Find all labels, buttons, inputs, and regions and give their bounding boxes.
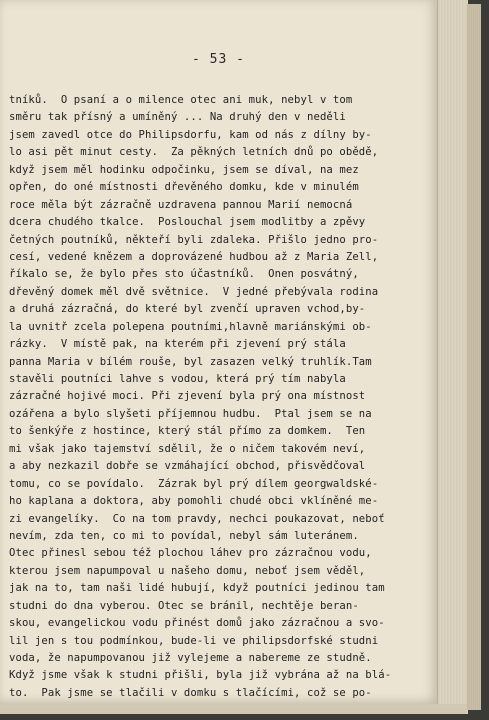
text-line: zázračné hojivé moci. Při zjevení byla prý ona místnost	[9, 390, 366, 403]
text-line: tomu, co se povídalo. Zázrak byl prý dílem georgwaldské-	[9, 477, 379, 490]
text-line: panna Maria v bílém rouše, byl zasazen velký truhlík.Tam	[9, 355, 372, 368]
text-line: a aby nezkazil dobře se vzmáhající obchod, přisvědčoval	[9, 460, 366, 473]
text-line: zi evangelíky. Co na tom pravdy, nechci poukazovat, neboť	[9, 512, 385, 525]
text-line: to šenkýře z hostince, který stál přímo za domkem. Ten	[9, 425, 366, 438]
text-line: stavěli poutníci lahve s vodou, která prý tím nabyla	[9, 373, 346, 385]
text-line: směru tak přísný a umíněný ... Na druhý den v neděli	[9, 111, 346, 124]
page-bottom-edge	[0, 704, 467, 714]
text-line: lo asi pět minut cesty. Za pěkných letních dnů po obědě,	[9, 146, 379, 159]
text-line: rázky. V místě pak, na kterém při zjevení prý stála	[9, 338, 346, 351]
text-line: to. Pak jsme se tlačili v domku s tlačícími, což se po-	[9, 686, 372, 699]
page-stack-edge	[437, 0, 468, 714]
text-line: jak na to, tam naši lidé hubují, když poutníci jedinou tam	[9, 582, 385, 595]
text-line: voda, že napumpovanou již vylejeme a nabereme ze studně.	[9, 652, 372, 664]
text-line: roce měla být zázračně uzdravena pannou Marií nemocná	[9, 198, 353, 211]
text-line: četných poutníků, někteří byli zdaleka. Přišlo jedno pro-	[9, 233, 379, 246]
text-line: Když jsme však k studni přišli, byla již vybrána až na blá-	[9, 669, 392, 682]
text-line: a druhá zázračná, do které byl zvenčí upraven vchod,by-	[9, 303, 366, 316]
text-line: skou, evangelickou vodu přinést domů jako zázračnou a svo-	[9, 617, 385, 630]
text-line: dcera chudého tkalce. Poslouchal jsem modlitby a zpěvy	[9, 216, 366, 229]
text-line: lil jen s tou podmínkou, bude-li ve philipsdorfské studni	[9, 634, 379, 647]
text-line: la uvnitř zcela polepena poutními,hlavně mariánskými ob-	[9, 320, 372, 333]
text-line: jsem zavedl otce do Philipsdorfu, kam od nás z dílny by-	[9, 128, 372, 141]
text-line: tníků. O psaní a o milence otec ani muk, nebyl v tom	[9, 94, 353, 106]
text-line: dřevěný domek měl dvě světnice. V jedné přebývala rodina	[9, 285, 379, 298]
page-number: - 53 -	[192, 52, 245, 67]
text-line: studni do dna vyberou. Otec se bránil, nechtěje beran-	[9, 599, 359, 612]
text-line: když jsem měl hodinku odpočinku, jsem se díval, na mez	[9, 163, 359, 176]
text-line: ozářena a bylo slyšeti příjemnou hudbu. Ptal jsem se na	[9, 407, 372, 420]
text-line: cesí, vedené knězem a doprovázené hudbou až z Maria Zell,	[9, 250, 379, 263]
text-line: říkalo se, že bylo přes sto účastníků. Onen posvátný,	[9, 268, 359, 281]
text-line: kterou jsem napumpoval u našeho domu, neboť jsem věděl,	[9, 564, 366, 577]
text-line: opřen, do oné místnosti dřevěného domku, kde v minulém	[9, 181, 359, 194]
text-line: ho kaplana a doktora, aby pomohli chudé obci vklíněné me-	[9, 495, 379, 508]
body-text	[9, 92, 429, 702]
text-line: mi však jako tajemství sdělil, že o ničem takovém neví,	[9, 442, 366, 455]
text-line: nevím, zda ten, co mi to povídal, nebyl sám luteránem.	[9, 529, 359, 542]
book-cover-edge	[467, 4, 481, 710]
text-line: Otec přinesl sebou též plochou láhev pro zázračnou vodu,	[9, 547, 372, 560]
